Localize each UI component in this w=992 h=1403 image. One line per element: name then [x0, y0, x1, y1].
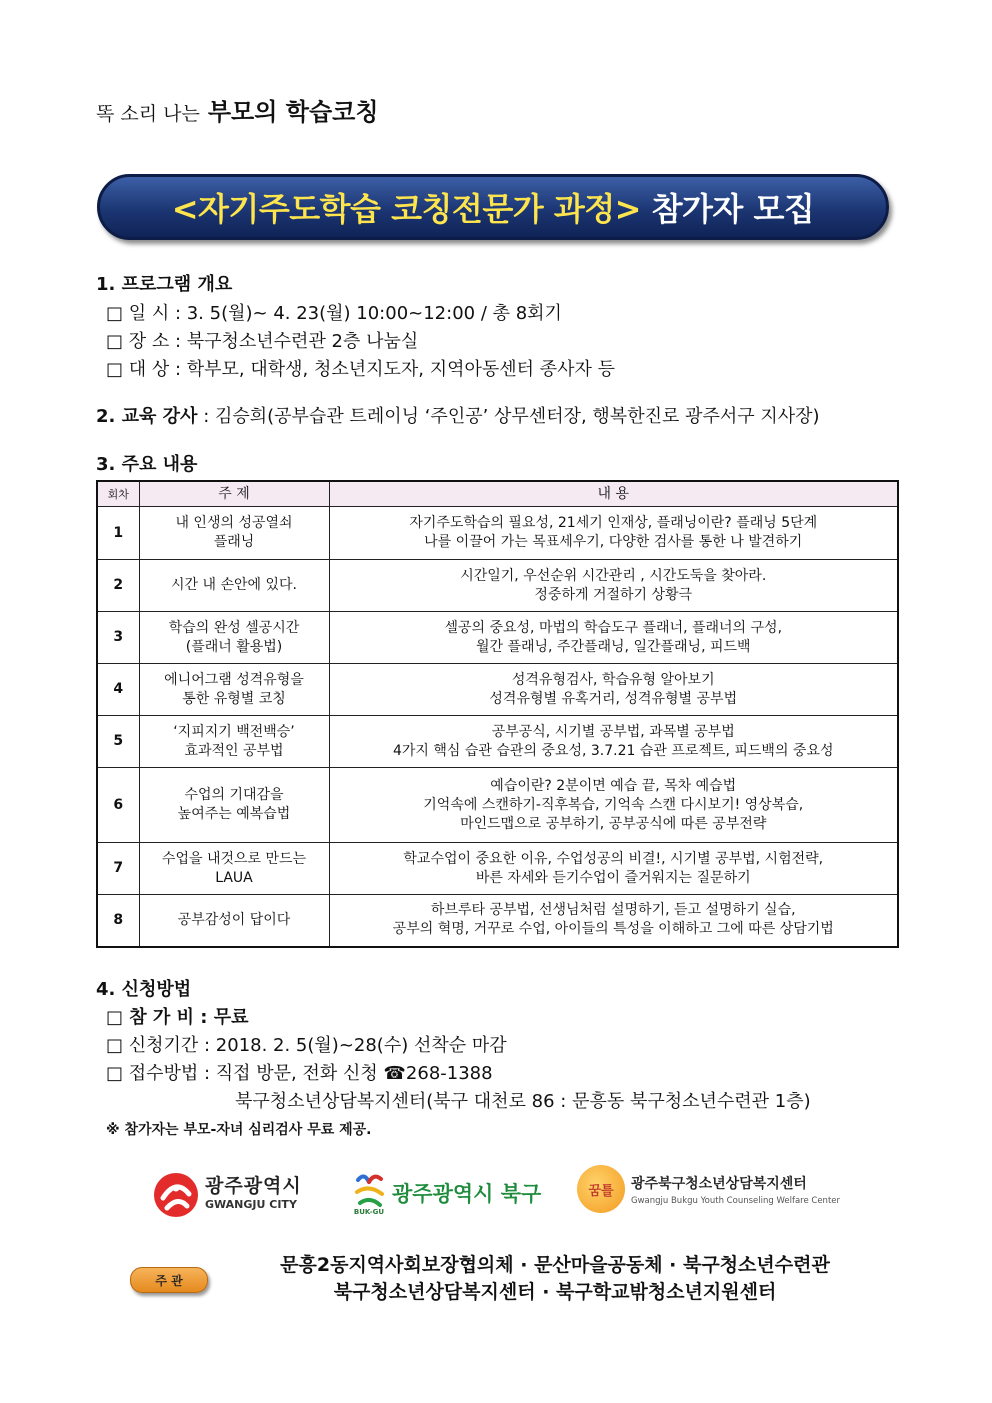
session-content: 하브루타 공부법, 선생님처럼 설명하기, 듣고 설명하기 실습, 공부의 혁명, 거꾸로 수업, 아이들의 특성을 이해하고 그에 따른 상담기법 — [329, 895, 898, 947]
section-1-title: 1. 프로그램 개요 — [96, 274, 233, 295]
session-number: 5 — [97, 716, 139, 768]
table-row — [97, 612, 898, 664]
session-topic: 공부감성이 답이다 — [139, 895, 329, 947]
banner-course-name: <자기주도학습 코칭전문가 과정> — [171, 190, 641, 228]
curriculum-table — [96, 480, 899, 948]
gwangju-emblem-icon — [153, 1172, 199, 1218]
host-line-1: 문흥2동지역사회보장협의체 · 문산마을공동체 · 북구청소년수련관 — [280, 1254, 830, 1276]
gwangju-city-en: GWANGJU CITY — [205, 1197, 297, 1211]
session-topic: 에니어그램 성격유형을 통한 유형별 코칭 — [139, 664, 329, 716]
session-content: 성격유형검사, 학습유형 알아보기 성격유형별 유혹거리, 성격유형별 공부법 — [329, 664, 898, 716]
header-session: 회차 — [97, 481, 139, 507]
host-line-2: 북구청소년상담복지센터 · 북구학교밖청소년지원센터 — [333, 1281, 777, 1303]
table-row — [97, 843, 898, 895]
title-banner — [97, 174, 889, 240]
section-2 — [96, 402, 820, 428]
session-number: 8 — [97, 895, 139, 947]
note-line: ※ 참가자는 부모-자녀 심리검사 무료 제공. — [106, 1122, 372, 1138]
table-row — [97, 507, 898, 560]
session-number: 6 — [97, 768, 139, 843]
table-row — [97, 895, 898, 947]
table-header-row — [97, 481, 898, 507]
instructor-info: : 김승희(공부습관 트레이닝 ‘주인공’ 상무센터장, 행복한진로 광주서구 지사장) — [203, 406, 820, 427]
period-line: □ 신청기간 : 2018. 2. 5(월)~28(수) 선착순 마감 — [106, 1035, 507, 1056]
session-content: 예습이란? 2분이면 예습 끝, 목차 예습법 기억속에 스캔하기-직후복습, 기억속 스캔 다시보기! 영상복습, 마인드맵으로 공부하기, 공부공식에 따른 공부전략 — [329, 768, 898, 843]
banner-recruit: 참가자 모집 — [651, 190, 815, 228]
center-mark: 꿈틀 — [577, 1165, 625, 1213]
banner-title — [172, 184, 815, 230]
center-name: 광주북구청소년상담복지센터 — [631, 1175, 807, 1192]
bukgu-name: 광주광역시 북구 — [392, 1182, 542, 1206]
gwangju-city-logo — [153, 1172, 302, 1218]
bukgu-logo — [352, 1170, 541, 1216]
section-4-title: 4. 신청방법 — [96, 979, 192, 1000]
session-topic: 내 인생의 성공열쇠 플래닝 — [139, 507, 329, 560]
fee-line: □ 참 가 비 : 무료 — [106, 1007, 249, 1028]
bukgu-emblem-icon — [352, 1170, 386, 1208]
subtitle-prefix: 똑 소리 나는 — [96, 103, 200, 125]
host-organizations — [222, 1252, 888, 1306]
center-name-en: Gwangju Bukgu Youth Counseling Welfare Center — [631, 1195, 841, 1206]
session-topic: 학습의 완성 셀공시간 (플래너 활용법) — [139, 612, 329, 664]
header-topic: 주 제 — [139, 481, 329, 507]
section-3-title: 3. 주요 내용 — [96, 454, 198, 475]
table-row — [97, 664, 898, 716]
location-line: □ 장 소 : 북구청소년수련관 2층 나눔실 — [106, 331, 419, 352]
subtitle — [96, 92, 379, 127]
youth-center-logo — [577, 1165, 840, 1213]
session-content: 시간일기, 우선순위 시간관리 , 시간도둑을 찾아라. 정중하게 거절하기 상황극 — [329, 560, 898, 612]
session-topic: ‘지피지기 백전백승’ 효과적인 공부법 — [139, 716, 329, 768]
session-content: 공부공식, 시기별 공부법, 과목별 공부법 4가지 핵심 습관 습관의 중요성, 3.7.21 습관 프로젝트, 피드백의 중요성 — [329, 716, 898, 768]
target-line: □ 대 상 : 학부모, 대학생, 청소년지도자, 지역아동센터 종사자 등 — [106, 359, 616, 380]
table-row — [97, 716, 898, 768]
header-content: 내 용 — [329, 481, 898, 507]
session-topic: 수업을 내것으로 만드는 LAUA — [139, 843, 329, 895]
session-number: 4 — [97, 664, 139, 716]
section-2-title: 2. 교육 강사 — [96, 406, 198, 427]
method-line: □ 접수방법 : 직접 방문, 전화 신청 ☎268-1388 — [106, 1063, 493, 1084]
schedule-line: □ 일 시 : 3. 5(월)~ 4. 23(월) 10:00~12:00 / 총 8회기 — [106, 303, 562, 324]
address-line: 북구청소년상담복지센터(북구 대천로 86 : 문흥동 북구청소년수련관 1층) — [235, 1091, 811, 1112]
bukgu-small-label: BUK-GU — [353, 1208, 385, 1216]
session-number: 3 — [97, 612, 139, 664]
session-topic: 시간 내 손안에 있다. — [139, 560, 329, 612]
table-row — [97, 768, 898, 843]
session-content: 학교수업이 중요한 이유, 수업성공의 비결!, 시기별 공부법, 시험전략, 바른 자세와 듣기수업이 즐거워지는 질문하기 — [329, 843, 898, 895]
subtitle-main: 부모의 학습코칭 — [207, 98, 379, 126]
session-number: 7 — [97, 843, 139, 895]
gwangju-city-name: 광주광역시 — [205, 1174, 302, 1197]
host-badge: 주 관 — [130, 1267, 208, 1293]
session-topic: 수업의 기대감을 높여주는 예복습법 — [139, 768, 329, 843]
session-content: 셀공의 중요성, 마법의 학습도구 플래너, 플래너의 구성, 월간 플래닝, 주간플래닝, 일간플래닝, 피드백 — [329, 612, 898, 664]
table-row — [97, 560, 898, 612]
session-number: 1 — [97, 507, 139, 560]
session-number: 2 — [97, 560, 139, 612]
session-content: 자기주도학습의 필요성, 21세기 인재상, 플래닝이란? 플래닝 5단계 나를 이끌어 가는 목표세우기, 다양한 검사를 통한 나 발견하기 — [329, 507, 898, 560]
